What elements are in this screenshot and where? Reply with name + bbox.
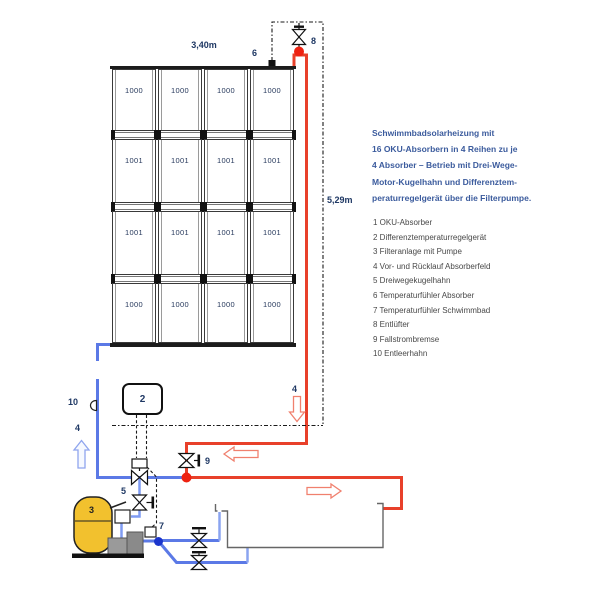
cold-junction-sensor: [154, 537, 163, 546]
legend-item: 9 Fallstrombremse: [373, 334, 440, 344]
pump-motor: [127, 532, 143, 554]
row-connector: [205, 276, 247, 282]
title-block: [372, 125, 572, 206]
absorber-cell: 1000: [158, 69, 202, 131]
hot-junction-bottom: [182, 473, 192, 483]
row-connector: [251, 276, 293, 282]
callout-7: 7: [159, 521, 165, 531]
legend-item: 2 Differenztemperaturregelgerät: [373, 232, 487, 242]
controller-box: [122, 383, 163, 415]
callout-4-cold: 4: [75, 423, 81, 433]
callout-8: 8: [311, 36, 317, 46]
absorber-cell: 1001: [158, 211, 202, 275]
absorber-cell: 1000: [250, 69, 294, 131]
row-connector: [251, 204, 293, 210]
legend-item: 1 OKU-Absorber: [373, 218, 433, 227]
filter-shutoff-valve-icon: [133, 495, 155, 510]
title-line: 4 Absorber – Betrieb mit Drei-Wege-: [372, 160, 518, 171]
absorber-cell: 1001: [250, 139, 294, 203]
filter-handle: [110, 502, 126, 508]
row-connector: [159, 132, 201, 138]
callout-4-hot: 4: [292, 384, 298, 394]
row-connector: [113, 204, 155, 210]
pump-base: [72, 554, 144, 559]
absorber-cell: 1001: [204, 211, 248, 275]
flow-arrow-left-hot: [224, 447, 258, 461]
legend-item: 4 Vor- und Rücklauf Absorberfeld: [373, 261, 491, 271]
absorber-cell: 1000: [112, 283, 156, 343]
absorber-cell: 1000: [250, 283, 294, 343]
callout-5: 5: [121, 486, 127, 496]
row-connector: [159, 276, 201, 282]
flow-arrow-down-hot: [290, 397, 305, 422]
skimmer-valve-icon: [192, 527, 207, 548]
absorber-cell: 1000: [204, 283, 248, 343]
pool-sensor-box: [145, 527, 156, 537]
row-connector: [113, 132, 155, 138]
drain-tap-icon: [91, 401, 97, 411]
absorber-cell: 1000: [112, 69, 156, 131]
footer-bar: [202, 343, 250, 347]
dim-height-label: 5,29m: [327, 195, 353, 205]
title-line: Motor-Kugelhahn und Differenztem-: [372, 176, 517, 187]
footer-bar: [110, 343, 158, 347]
legend-item: 3 Filteranlage mit Pumpe: [373, 247, 462, 257]
legend-item: 6 Temperaturfühler Absorber: [373, 290, 475, 300]
row-connector: [159, 204, 201, 210]
absorber-cell: 1001: [112, 211, 156, 275]
downflow-brake-valve-icon: [179, 454, 200, 468]
pool-outline: [216, 504, 384, 548]
footer-bar: [156, 343, 204, 347]
legend-item: 10 Entleerhahn: [373, 349, 428, 359]
pipe-cold-riser-top: [98, 345, 117, 362]
row-connector: [251, 132, 293, 138]
footer-bar: [248, 343, 296, 347]
drain-line-valve-icon: [192, 551, 207, 570]
absorber-cell: 1001: [112, 139, 156, 203]
callout-10: 10: [68, 397, 79, 407]
callout-9: 9: [205, 456, 211, 466]
legend-item: 5 Dreiwegekugelhahn: [373, 276, 451, 286]
title-line: peraturregelgerät über die Filterpumpe.: [372, 192, 532, 203]
absorber-cell: 1000: [204, 69, 248, 131]
title-line: 16 OKU-Absorbern in 4 Reihen zu je: [372, 144, 518, 155]
hot-junction-top: [294, 47, 304, 57]
controller-label: 2: [139, 393, 146, 405]
flow-arrow-right-hot: [307, 484, 341, 498]
legend-item: 7 Temperaturfühler Schwimmbad: [373, 305, 491, 315]
row-connector: [205, 204, 247, 210]
row-connector: [205, 132, 247, 138]
row-connector: [113, 276, 155, 282]
callout-6: 6: [252, 48, 258, 58]
absorber-cell: 1001: [158, 139, 202, 203]
dim-width-label: 3,40m: [191, 40, 217, 50]
air-vent-icon: [293, 23, 306, 47]
title-line: Schwimmbadsolarheizung mit: [372, 128, 495, 138]
legend-list: [373, 216, 573, 362]
callout-3: 3: [89, 505, 95, 515]
legend-item: 8 Entlüfter: [373, 320, 410, 330]
multiport-valve-box: [115, 510, 130, 523]
absorber-cell: 1000: [158, 283, 202, 343]
absorber-cell: 1001: [204, 139, 248, 203]
flow-arrow-up-cold: [74, 441, 89, 469]
absorber-cell: 1001: [250, 211, 294, 275]
